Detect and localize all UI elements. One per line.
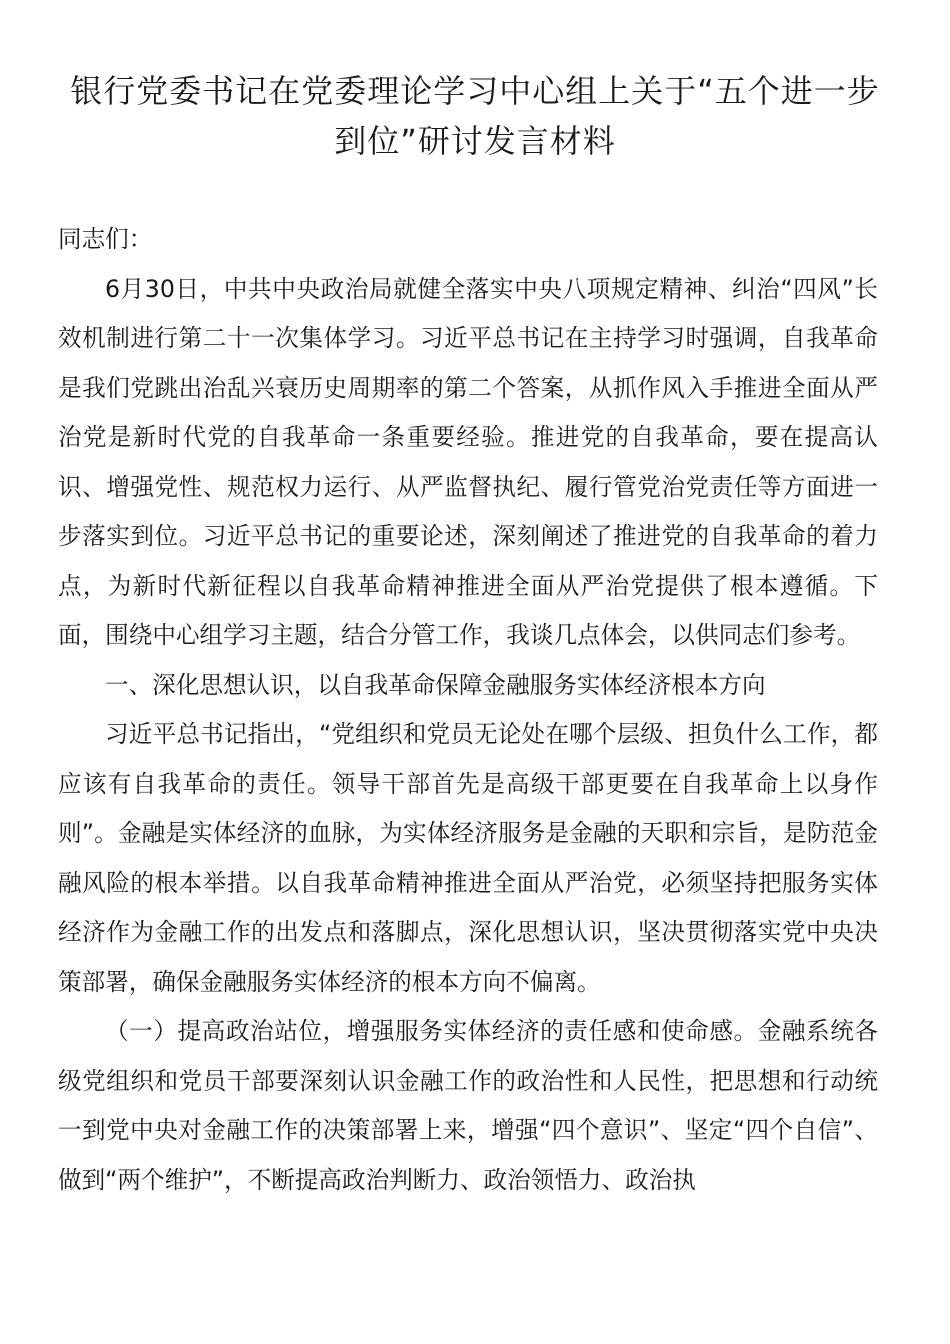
paragraph: （一）提高政治站位，增强服务实体经济的责任感和使命感。金融系统各级党组织和党员干部要深刻认识金融工作的政治性和人民性，把思想和行动统一到党中央对金融工作的决策部署上来，增强“四个意识”、坚定“四个自信”、做到“两个维护”，不断提高政治判断力、政治领悟力、政治执	[58, 1017, 878, 1194]
paragraph: 6月30日，中共中央政治局就健全落实中央八项规定精神、纠治“四风”长效机制进行第二十一次集体学习。习近平总书记在主持学习时强调，自我革命是我们党跳出治乱兴衰历史周期率的第二个答案，从抓作风入手推进全面从严治党是新时代党的自我革命一条重要经验。推进党的自我革命，要在提高认识、增强党性、规范权力运行、从严监督执纪、履行管党治党责任等方面进一步落实到位。习近平总书记的重要论述，深刻阐述了推进党的自我革命的着力点，为新时代新征程以自我革命精神推进全面从严治党提供了根本遵循。下面，围绕中心组学习主题，结合分管工作，我谈几点体会，以供同志们参考。	[58, 274, 878, 649]
paragraph: 习近平总书记指出，“党组织和党员无论处在哪个层级、担负什么工作，都应该有自我革命的责任。领导干部首先是高级干部更要在自我革命上以身作则”。金融是实体经济的血脉，为实体经济服务是金融的天职和宗旨，是防范金融风险的根本举措。以自我革命精神推进全面从严治党，必须坚持把服务实体经济作为金融工作的出发点和落脚点，深化思想认识，坚决贯彻落实党中央决策部署，确保金融服务实体经济的根本方向不偏离。	[58, 720, 878, 996]
salutation: 同志们：	[58, 225, 153, 253]
document-body	[58, 215, 878, 1205]
section-heading: 一、深化思想认识，以自我革命保障金融服务实体经济根本方向	[105, 670, 766, 699]
document-title: 银行党委书记在党委理论学习中心组上关于“五个进一步到位”研讨发言材料	[70, 72, 880, 160]
